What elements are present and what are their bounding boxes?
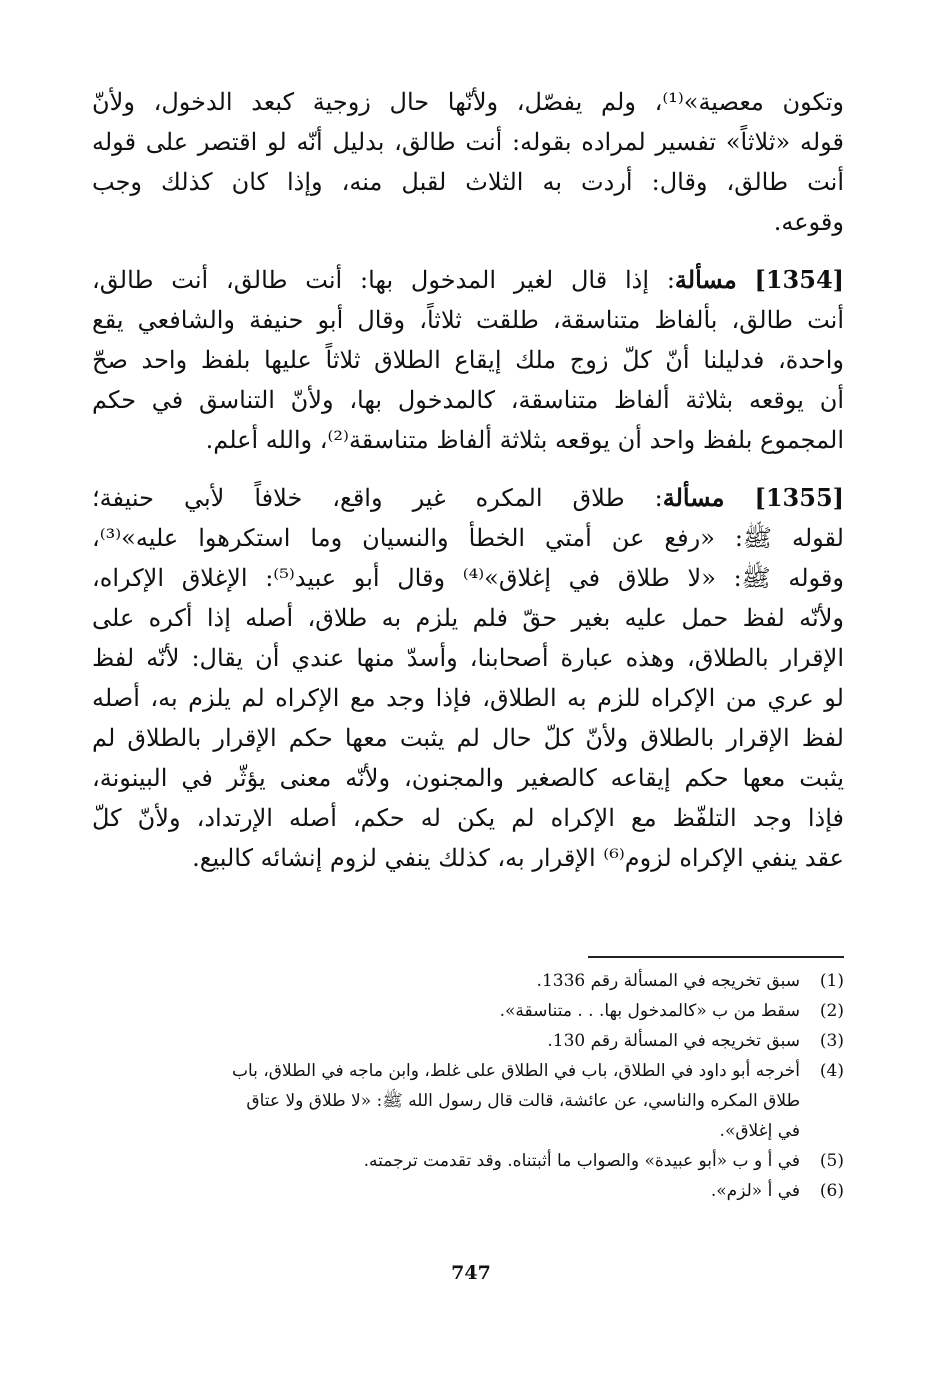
text-line: يثبت معها حكم إيقاعه كالصغير والمجنون، ولأنّه معنى يؤثّر في البينونة،	[92, 764, 844, 792]
text-line: المجموع بلفظ واحد أن يوقعه بثلاثة ألفاظ متناسقة⁽²⁾، والله أعلم.	[205, 426, 844, 454]
footnote	[92, 1146, 844, 1176]
footnote-line: في إغلاق».	[719, 1121, 800, 1141]
issue-keyword: مسألة	[674, 265, 737, 294]
footnote	[92, 1026, 844, 1056]
text-line: أنت طالق، بألفاظ متناسقة، طلقت ثلاثاً، وقال أبو حنيفة والشافعي يقع	[92, 306, 844, 334]
footnote-divider	[588, 956, 844, 958]
issue-number: [1355]	[754, 483, 844, 512]
issue-keyword: مسألة	[662, 483, 725, 512]
footnote-line: أخرجه أبو داود في الطلاق، باب في الطلاق على غلط، وابن ماجه في الطلاق، باب	[231, 1061, 800, 1081]
text-line: لفظ الإقرار بالطلاق ولأنّ كلّ حال لم يثبت معها حكم الإقرار بالطلاق لم	[92, 724, 844, 752]
footnote	[92, 996, 844, 1026]
footnote-number: (4)	[819, 1061, 844, 1081]
text-line: : طلاق المكره غير واقع، خلافاً لأبي حنيفة؛	[92, 484, 663, 512]
footnote-text	[92, 1026, 800, 1056]
footnote-number: (1)	[819, 971, 844, 991]
main-text	[92, 82, 844, 878]
issue-number: [1354]	[754, 265, 844, 294]
footnote	[92, 1056, 844, 1146]
text-line: أنت طالق، وقال: أردت به الثلاث لقبل منه، وإذا كان كذلك وجب	[92, 168, 844, 196]
text-line: واحدة، فدليلنا أنّ كلّ زوج ملك إيقاع الطلاق ثلاثاً عليها بلفظ واحد صحّ	[92, 346, 844, 374]
text-line: وتكون معصية»⁽¹⁾، ولم يفصّل، ولأنّها حال زوجية كبعد الدخول، ولأنّ	[92, 88, 844, 116]
footnote-number: (3)	[819, 1031, 844, 1051]
text-line: أن يوقعه بثلاثة ألفاظ متناسقة، كالمدخول بها، ولأنّ التناسق في حكم	[92, 386, 844, 414]
text-line: وقوعه.	[773, 208, 844, 236]
footnote-text	[92, 1146, 800, 1176]
text-line: ولأنّه لفظ حمل عليه بغير حقّ فلم يلزم به طلاق، أصله إذا أكره على	[92, 604, 844, 632]
paragraph-1354	[92, 260, 844, 460]
footnote-number: (2)	[819, 1001, 844, 1021]
footnote-number: (5)	[819, 1151, 844, 1171]
footnote-line: طلاق المكره والناسي، عن عائشة، قالت قال رسول الله ﷺ: «لا طلاق ولا عتاق	[246, 1091, 800, 1111]
footnote-line: سبق تخريجه في المسألة رقم 1336.	[536, 971, 800, 991]
text-line: فإذا وجد التلفّظ مع الإكراه لم يكن له حكم، أصله الإرتداد، ولأنّ كلّ	[92, 804, 844, 832]
text-line: عقد ينفي الإكراه لزوم⁽⁶⁾ الإقرار به، كذلك ينفي لزوم إنشائه كالبيع.	[192, 844, 844, 872]
footnote	[92, 966, 844, 996]
paragraph-1355	[92, 478, 844, 878]
text-line-head	[92, 478, 844, 518]
footnote-line: سبق تخريجه في المسألة رقم 130.	[547, 1031, 800, 1051]
text-line: لقوله ﷺ: «رفع عن أمتي الخطأ والنسيان وما استكرهوا عليه»⁽³⁾،	[92, 524, 844, 552]
footnote-line: سقط من ب «كالمدخول بها. . . متناسقة».	[499, 1001, 800, 1021]
footnote-text	[92, 996, 800, 1026]
footnote-line: في أ «لزم».	[710, 1181, 800, 1201]
text-line: : إذا قال لغير المدخول بها: أنت طالق، أنت طالق،	[92, 266, 675, 294]
footnote-text	[92, 1056, 800, 1146]
footnote	[92, 1176, 844, 1206]
page-number: 747	[451, 1262, 491, 1284]
text-line: لو عري من الإكراه للزم به الطلاق، فإذا وجد مع الإكراه لم يلزم به، أصله	[92, 684, 844, 712]
paragraph-1	[92, 82, 844, 242]
footnote-number: (6)	[819, 1181, 844, 1201]
text-line-head	[92, 260, 844, 300]
text-line: الإقرار بالطلاق، وهذه عبارة أصحابنا، وأسدّ منها عندي أن يقال: لأنّه لفظ	[92, 644, 844, 672]
text-line: قوله «ثلاثاً» تفسير لمراده بقوله: أنت طالق، بدليل أنّه لو اقتصر على قوله	[92, 128, 844, 156]
footnote-line: في أ و ب «أبو عبيدة» والصواب ما أثبتناه. وقد تقدمت ترجمته.	[363, 1151, 800, 1171]
text-line: وقوله ﷺ: «لا طلاق في إغلاق»⁽⁴⁾ وقال أبو عبيد⁽⁵⁾: الإغلاق الإكراه،	[92, 564, 844, 592]
footnotes	[92, 966, 844, 1206]
footnote-text	[92, 1176, 800, 1206]
footnote-text	[92, 966, 800, 996]
